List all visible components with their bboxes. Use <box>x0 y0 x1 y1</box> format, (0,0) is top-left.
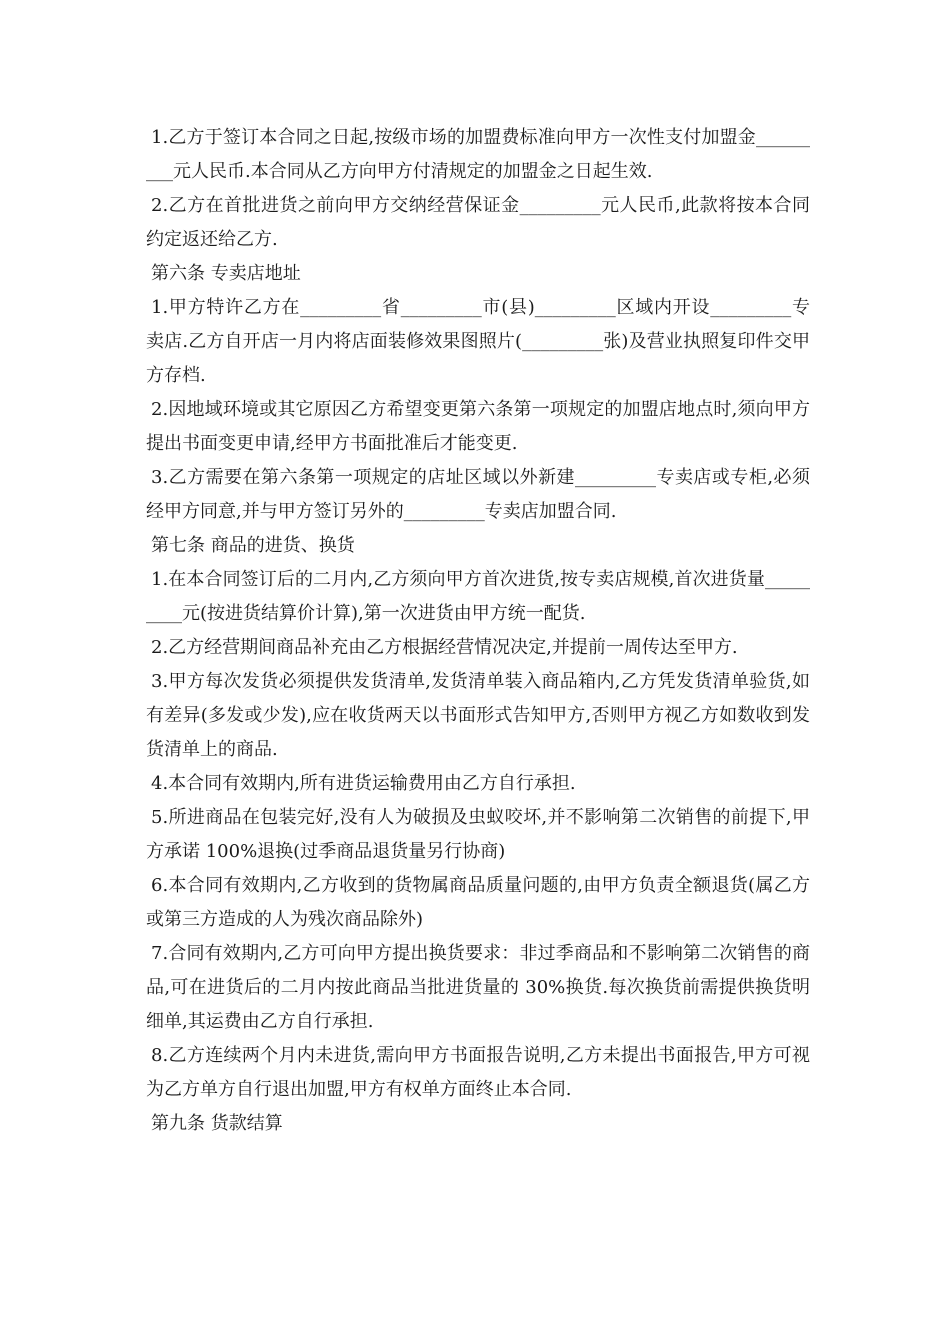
article-9-heading: 第九条 货款结算 <box>151 1113 283 1134</box>
article-6-item-3: 3.乙方需要在第六条第一项规定的店址区域以外新建_________专卖店或专柜,必须经甲方同意,并与甲方签订另外的_________专卖店加盟合同. <box>146 467 810 522</box>
article-6-heading: 第六条 专卖店地址 <box>151 263 301 284</box>
article-6-item-1: 1.甲方特许乙方在_________省_________市(县)_________区域内开设_________专卖店.乙方自开店一月内将店面装修效果图照片(_________张)及营业执照复印件交甲方存档. <box>146 297 810 386</box>
article-7-item-7: 7.合同有效期内,乙方可向甲方提出换货要求：非过季商品和不影响第二次销售的商品,可在进货后的二月内按此商品当批进货量的 30%换货.每次换货前需提供换货明细单,其运费由乙方自行承担. <box>146 943 810 1032</box>
article-7-item-6: 6.本合同有效期内,乙方收到的货物属商品质量问题的,由甲方负责全额退货(属乙方或第三方造成的人为残次商品除外) <box>146 875 810 930</box>
clause-5-item-1: 1.乙方于签订本合同之日起,按级市场的加盟费标准向甲方一次性支付加盟金_________元人民币.本合同从乙方向甲方付清规定的加盟金之日起生效. <box>146 127 810 182</box>
document-body <box>146 121 810 1141</box>
article-7-item-1: 1.在本合同签订后的二月内,乙方须向甲方首次进货,按专卖店规模,首次进货量_________元(按进货结算价计算),第一次进货由甲方统一配货. <box>146 569 810 624</box>
article-7-item-5: 5.所进商品在包装完好,没有人为破损及虫蚁咬坏,并不影响第二次销售的前提下,甲方承诺 100%退换(过季商品退货量另行协商) <box>146 807 810 862</box>
article-7-heading: 第七条 商品的进货、换货 <box>151 535 355 556</box>
clause-5-item-2: 2.乙方在首批进货之前向甲方交纳经营保证金_________元人民币,此款将按本合同约定返还给乙方. <box>146 195 810 250</box>
article-7-item-2: 2.乙方经营期间商品补充由乙方根据经营情况决定,并提前一周传达至甲方. <box>151 637 738 658</box>
article-7-item-3: 3.甲方每次发货必须提供发货清单,发货清单装入商品箱内,乙方凭发货清单验货,如有差异(多发或少发),应在收货两天以书面形式告知甲方,否则甲方视乙方如数收到发货清单上的商品. <box>146 671 810 760</box>
article-6-item-2: 2.因地域环境或其它原因乙方希望变更第六条第一项规定的加盟店地点时,须向甲方提出书面变更申请,经甲方书面批准后才能变更. <box>146 399 810 454</box>
article-7-item-4: 4.本合同有效期内,所有进货运输费用由乙方自行承担. <box>151 773 576 794</box>
article-7-item-8: 8.乙方连续两个月内未进货,需向甲方书面报告说明,乙方未提出书面报告,甲方可视为乙方单方自行退出加盟,甲方有权单方面终止本合同. <box>146 1045 810 1100</box>
